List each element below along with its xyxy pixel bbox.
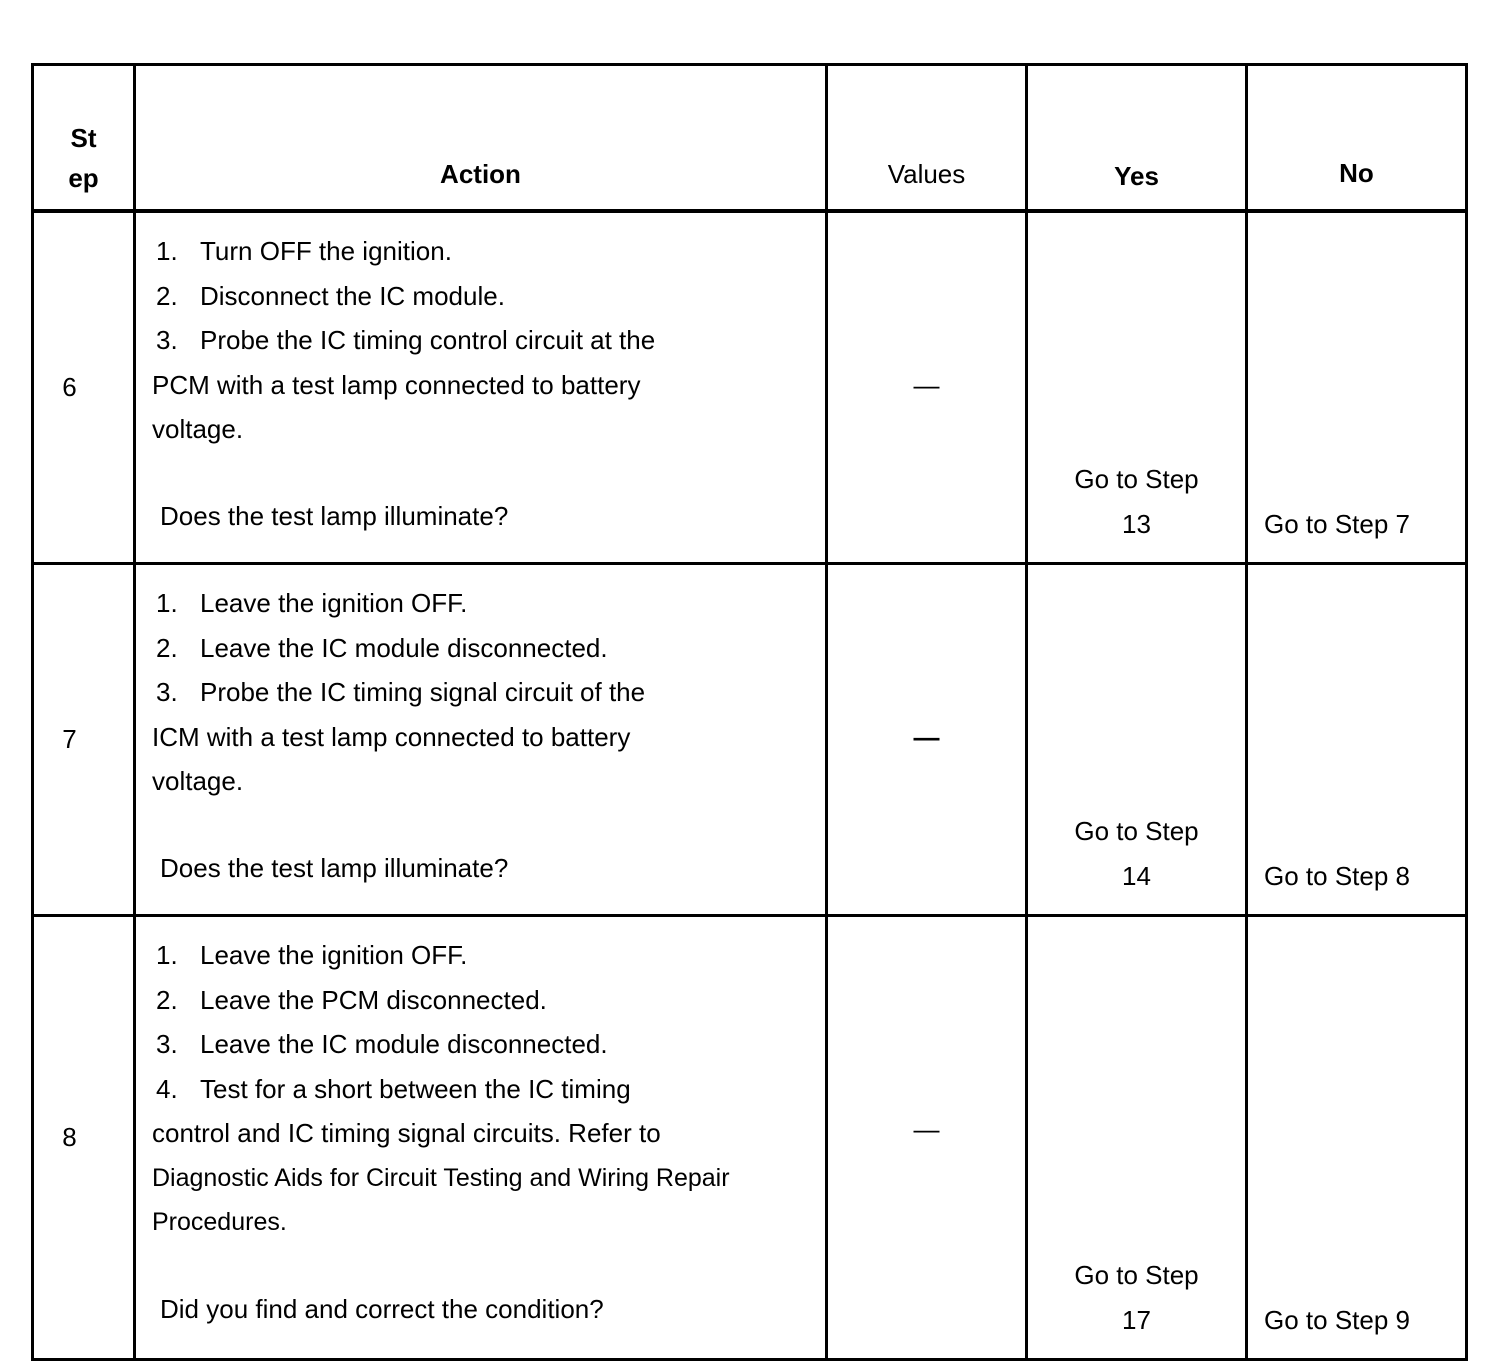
values-cell — [827, 211, 1027, 564]
action-item: 2. Leave the PCM disconnected. — [156, 984, 547, 1015]
values-cell — [827, 916, 1027, 1360]
yes-goto: Go to Step — [1074, 464, 1199, 494]
yes-cell — [1027, 916, 1247, 1360]
action-item: 3. Probe the IC timing signal circuit of the — [156, 677, 646, 707]
action-item: 3. Leave the IC module disconnected. — [156, 1029, 608, 1059]
header-step-line2: ep — [68, 162, 99, 193]
table-row — [33, 916, 1467, 1360]
values-cell — [827, 564, 1027, 916]
action-item: 2. Disconnect the IC module. — [156, 280, 505, 311]
no-cell — [1247, 211, 1467, 564]
action-item: 2. Leave the IC module disconnected. — [156, 632, 608, 663]
action-continuation: voltage. — [152, 766, 244, 796]
step-cell — [33, 916, 135, 1360]
action-item: 1. Leave the ignition OFF. — [156, 588, 468, 618]
action-continuation: Procedures. — [152, 1208, 287, 1236]
action-continuation: ICM with a test lamp connected to battery — [152, 721, 631, 752]
yes-cell — [1027, 564, 1247, 916]
action-question: Does the test lamp illuminate? — [160, 500, 509, 531]
step-number: 7 — [62, 724, 77, 755]
header-step — [33, 65, 135, 212]
header-row — [33, 65, 1467, 212]
action-continuation: voltage. — [152, 414, 244, 444]
value-dash: — — [913, 370, 940, 401]
value-dash: — — [913, 722, 940, 753]
no-cell — [1247, 916, 1467, 1360]
action-item: 3. Probe the IC timing control circuit at the — [156, 325, 656, 355]
step-number: 8 — [62, 1122, 77, 1153]
no-goto: Go to Step 8 — [1264, 860, 1410, 891]
header-values: Values — [827, 65, 1027, 212]
action-cell — [135, 916, 827, 1360]
no-goto: Go to Step 9 — [1264, 1304, 1410, 1335]
diagnostic-table — [31, 63, 1468, 1361]
yes-step: 17 — [1122, 1304, 1151, 1335]
no-cell — [1247, 564, 1467, 916]
action-cell — [135, 211, 827, 564]
value-dash: — — [913, 1114, 940, 1145]
action-continuation: PCM with a test lamp connected to battery — [152, 369, 641, 400]
yes-goto: Go to Step — [1074, 1260, 1199, 1290]
yes-goto: Go to Step — [1074, 816, 1199, 846]
action-item: 1. Turn OFF the ignition. — [156, 236, 452, 266]
action-cell — [135, 564, 827, 916]
header-step-line1: St — [70, 122, 97, 153]
yes-step: 13 — [1122, 508, 1151, 539]
action-question: Does the test lamp illuminate? — [160, 852, 509, 883]
step-cell — [33, 564, 135, 916]
action-item: 1. Leave the ignition OFF. — [156, 940, 468, 970]
yes-cell — [1027, 211, 1247, 564]
header-yes: Yes — [1027, 65, 1247, 212]
action-continuation: control and IC timing signal circuits. Refer to — [152, 1118, 661, 1148]
action-continuation: Diagnostic Aids for Circuit Testing and Wiring Repair — [152, 1163, 730, 1192]
action-question: Did you find and correct the condition? — [160, 1293, 604, 1324]
header-action: Action — [135, 65, 827, 212]
no-goto: Go to Step 7 — [1264, 508, 1410, 539]
table-row — [33, 211, 1467, 564]
step-cell — [33, 211, 135, 564]
action-item: 4. Test for a short between the IC timing — [156, 1073, 631, 1104]
table-row — [33, 564, 1467, 916]
header-no: No — [1247, 65, 1467, 212]
yes-step: 14 — [1122, 860, 1151, 891]
step-number: 6 — [62, 372, 77, 403]
